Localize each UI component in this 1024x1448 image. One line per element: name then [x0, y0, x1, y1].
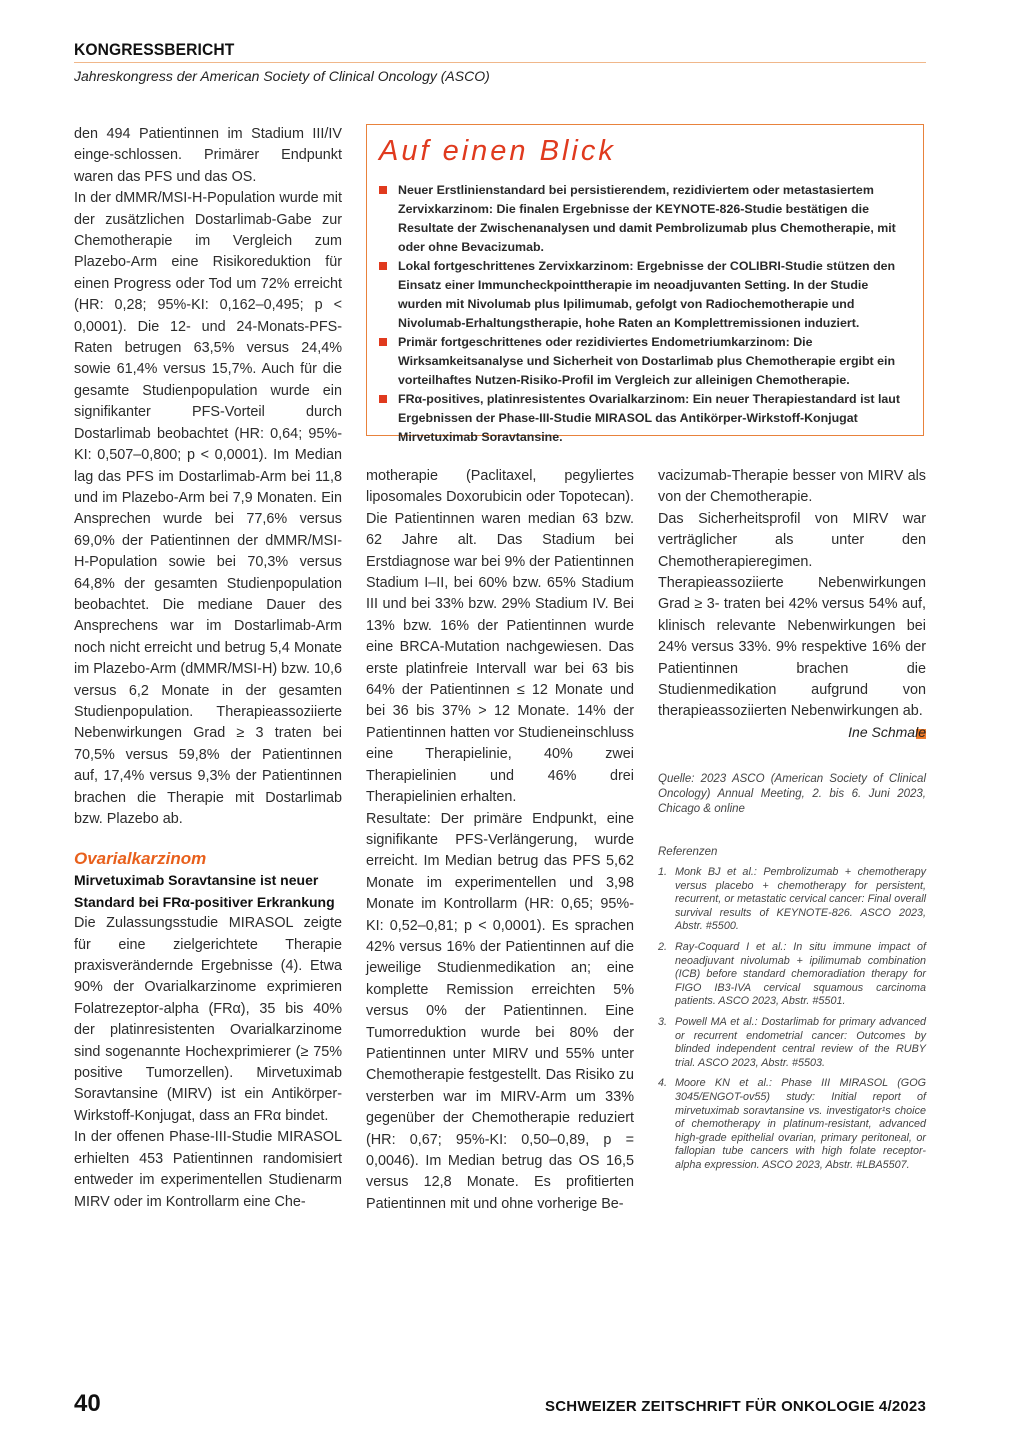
author-name: Ine Schmale	[848, 724, 926, 740]
reference-text: Ray-Coquard I et al.: In situ immune impact of neoadjuvant nivolumab + ipilimumab combination (ICB) before standard chemoradiation therapy for FIGO IB3-IVA cervical squamous carcinoma patients. ASCO 2023, Abstr. #5501.	[675, 940, 926, 1008]
summary-item-text: Lokal fortgeschrittenes Zervixkarzinom: Ergebnisse der COLIBRI-Studie stützen den Einsatz einer Immuncheckpointtherapie im neoadjuvanten Setting. In der Studie wurden mit Nivolumab plus Ipilimumab, gefolgt von Radiochemotherapie und Nivolumab-Erhaltungstherapie, hohe Raten an Komplettremissionen induziert.	[398, 259, 896, 330]
summary-item-text: FRα-positives, platinresistentes Ovarialkarzinom: Ein neuer Therapiestandard ist laut Ergebnissen der Phase-III-Studie MIRASOL das Antikörper-Wirkstoff-Konjugat Mirvetuximab Soravtansine.	[398, 392, 901, 444]
paragraph: motherapie (Paclitaxel, pegyliertes liposomales Doxorubicin oder Topotecan). Die Patientinnen waren median 63 bzw. 62 Jahre alt. Das Stadium bei Erstdiagnose war bei 9% der Patientinnen Stadium I–II, bei 60% bzw. 65% Stadium III und bei 33% bzw. 29% Stadium IV. Bei 13% bzw. 16% der Patientinnen wurde eine BRCA-Mutation nachgewiesen. Das erste platinfreie Intervall war bei 63 bis 64% der Patientinnen ≤ 12 Monate und bei 36 bis 37% > 12 Monate. 14% der Patientinnen hatten vor Studieneinschluss eine Therapielinie, 40% zwei Therapielinien und 46% drei Therapielinien erhalten.	[366, 468, 635, 806]
section-kicker: KONGRESSBERICHT	[74, 40, 235, 59]
reference-number: 1.	[658, 866, 668, 878]
square-bullet-icon	[379, 186, 387, 194]
column-1	[74, 124, 342, 1213]
page-header	[74, 40, 926, 60]
summary-item	[379, 181, 915, 257]
summary-item-text: Neuer Erstlinienstandard bei persistierendem, rezidiviertem oder metastasiertem Zervixkarzinom: Die finalen Ergebnisse der KEYNOTE-826-Studie bestätigen die Resultate der Zwischenanalysen und damit Pembrolizumab plus Chemotherapie, mit oder ohne Bevacizumab.	[398, 183, 896, 254]
reference-text: Moore KN et al.: Phase III MIRASOL (GOG 3045/ENGOT-ov55) study: Initial report of mirvetuximab soravtansine vs. investigator¹s choice of chemotherapy in platinum-resistant, advanced high-grade epithelial ovarian, primary peritoneal, or fallopian tube cancers with high folate receptor-alpha expression. ASCO 2023, Abstr. #LBA5507.	[675, 1077, 926, 1171]
summary-item	[379, 390, 915, 447]
summary-item	[379, 257, 915, 333]
summary-list	[379, 181, 915, 447]
reference-text: Powell MA et al.: Dostarlimab for primary advanced or recurrent endometrial cancer: Outcomes by blinded independent central review of the RUBY trial. ASCO 2023, Abstr. #5503.	[675, 1015, 926, 1069]
paragraph-text: Das Sicherheitsprofil von MIRV war verträglicher als unter den Chemotherapieregimen. Therapieassoziierte Nebenwirkungen Grad ≥ 3- traten bei 42% versus 54% auf, klinisch relevante Nebenwirkungen bei 24% versus 33%. 9% respektive 16% der Patientinnen brachen die Studienmedikation aufgrund von therapieassoziierten Nebenwirkungen ab.	[658, 510, 926, 720]
reference-number: 3.	[658, 1015, 668, 1028]
sub-heading: Mirvetuximab Soravtansine ist neuer Standard bei FRα-positiver Erkrankung	[74, 872, 335, 910]
paragraph: In der offenen Phase-III-Studie MIRASOL erhielten 453 Patientinnen randomisiert entweder im experimentellen Studienarm MIRV oder im Kontrollarm eine Che-	[74, 1129, 342, 1210]
summary-item	[379, 333, 915, 390]
paragraph: den 494 Patientinnen im Stadium III/IV einge-schlossen. Primärer Endpunkt waren das PFS und das OS.	[74, 126, 342, 185]
summary-item-text: Primär fortgeschrittenes oder rezidiviertes Endometriumkarzinom: Die Wirksamkeitsanalyse und Sicherheit von Dostarlimab plus Chemotherapie ergibt ein vorteilhaftes Nutzen-Risiko-Profil im Vergleich zur alleinigen Chemotherapie.	[398, 335, 896, 387]
summary-box	[366, 124, 924, 444]
references-list	[658, 866, 926, 1179]
square-bullet-icon	[379, 262, 387, 270]
paragraph: In der dMMR/MSI-H-Population wurde mit der zusätzlichen Dostarlimab-Gabe zur Chemotherapie im Vergleich zum Plazebo-Arm eine Risikoreduktion für einen Progress oder Tod um 72% erreicht (HR: 0,28; 95%-KI: 0,162–0,495; p < 0,0001). Die 12- und 24-Monats-PFS-Raten betrugen 63,5% versus 24,4% sowie 61,4% versus 15,7%. Auch für die gesamte Studienpopulation wurde ein signifikanter PFS-Vorteil durch Dostarlimab beobachtet (HR: 0,64; 95%-KI: 0,507–0,800; p < 0,0001). Im Median lag das PFS im Dostarlimab-Arm bei 11,8 und im Plazebo-Arm bei 7,9 Monaten. Ein Ansprechen wurde bei 77,6% versus 69,0% der Patientinnen der dMMR/MSI-H-Population sowie bei 70,3% versus 64,8% der gesamten Studienpopulation beobachtet. Die mediane Dauer des Ansprechens war im Dostarlimab-Arm noch nicht erreicht und betrug 5,4 Monate im Plazebo-Arm (dMMR/MSI-H) bzw. 10,6 versus 6,2 Monate in der gesamten Studienpopulation. Therapieassoziierte Nebenwirkungen Grad ≥ 3 traten bei 70,5% versus 59,8% der Patientinnen auf, 17,4% versus 9,3% der Patientinnen brachen die Therapie mit Dostarlimab bzw. Plazebo ab.	[74, 190, 342, 827]
reference-item	[658, 866, 926, 934]
reference-text: Monk BJ et al.: Pembrolizumab + chemotherapy versus placebo + chemotherapy for persistent, recurrent, or metastatic cervical cancer: Final overall survival results of KEYNOTE-826. ASCO 2023, Abstr. #5500.	[675, 866, 926, 933]
journal-name: SCHWEIZER ZEITSCHRIFT FÜR ONKOLOGIE 4/2023	[545, 1398, 926, 1415]
page-number: 40	[74, 1390, 101, 1417]
source-note: Quelle: 2023 ASCO (American Society of Clinical Oncology) Annual Meeting, 2. bis 6. Juni 2023, Chicago & online	[658, 773, 926, 815]
reference-item	[658, 1077, 926, 1172]
square-bullet-icon	[379, 338, 387, 346]
paragraph	[658, 509, 926, 723]
paragraph: vacizumab-Therapie besser von MIRV als von der Chemotherapie.	[658, 468, 926, 506]
reference-number: 4.	[658, 1077, 668, 1090]
paragraph: Resultate: Der primäre Endpunkt, eine signifikante PFS-Verlängerung, wurde erreicht. Im Median betrug das PFS 5,62 Monate im experimentellen und 3,98 Monate im Kontrollarm (HR: 0,65; 95%-KI: 0,52–0,81; p < 0,0001). Es sprachen 42% versus 16% der Patientinnen auf die jeweilige Studienmedikation an; eine komplette Remission erreichten 5% versus 0% der Patientinnen. Eine Tumorreduktion wurde bei 80% der Patientinnen unter MIRV und 55% unter Chemotherapie festgestellt. Das Risiko zu versterben war im MIRV-Arm um 33% gegenüber der Chemotherapie reduziert (HR: 0,67; 95%-KI: 0,50–0,89, p = 0,0046). Im Median betrug das OS 16,5 versus 12,8 Monate. Es profitierten Patientinnen mit und ohne vorherige Be-	[366, 810, 634, 1212]
section-heading: Ovarialkarzinom	[74, 849, 207, 869]
header-divider	[74, 62, 926, 63]
column-2	[366, 466, 634, 1215]
reference-item	[658, 1016, 926, 1070]
column-3	[658, 466, 926, 739]
reference-number: 2.	[658, 940, 668, 953]
references-heading: Referenzen	[658, 846, 718, 858]
paragraph: Die Zulassungsstudie MIRASOL zeigte für eine zielgerichtete Therapie praxisverändernde Ergebnisse (4). Etwa 90% der Ovarialkarzinome exprimieren Folatrezeptor-alpha (FRα), 35 bis 40% der platinresistenten Ovarialkarzinome sind sogenannte Hochexprimierer (≥ 75% positive Tumorzellen). Mirvetuximab Soravtansine (MIRV) ist ein Antikörper-Wirkstoff-Konjugat, dass an FRα bindet.	[74, 915, 342, 1124]
summary-box-title: Auf einen Blick	[379, 135, 616, 167]
reference-item	[658, 941, 926, 1009]
header-subtitle: Jahreskongress der American Society of Clinical Oncology (ASCO)	[74, 68, 490, 84]
square-bullet-icon	[379, 395, 387, 403]
